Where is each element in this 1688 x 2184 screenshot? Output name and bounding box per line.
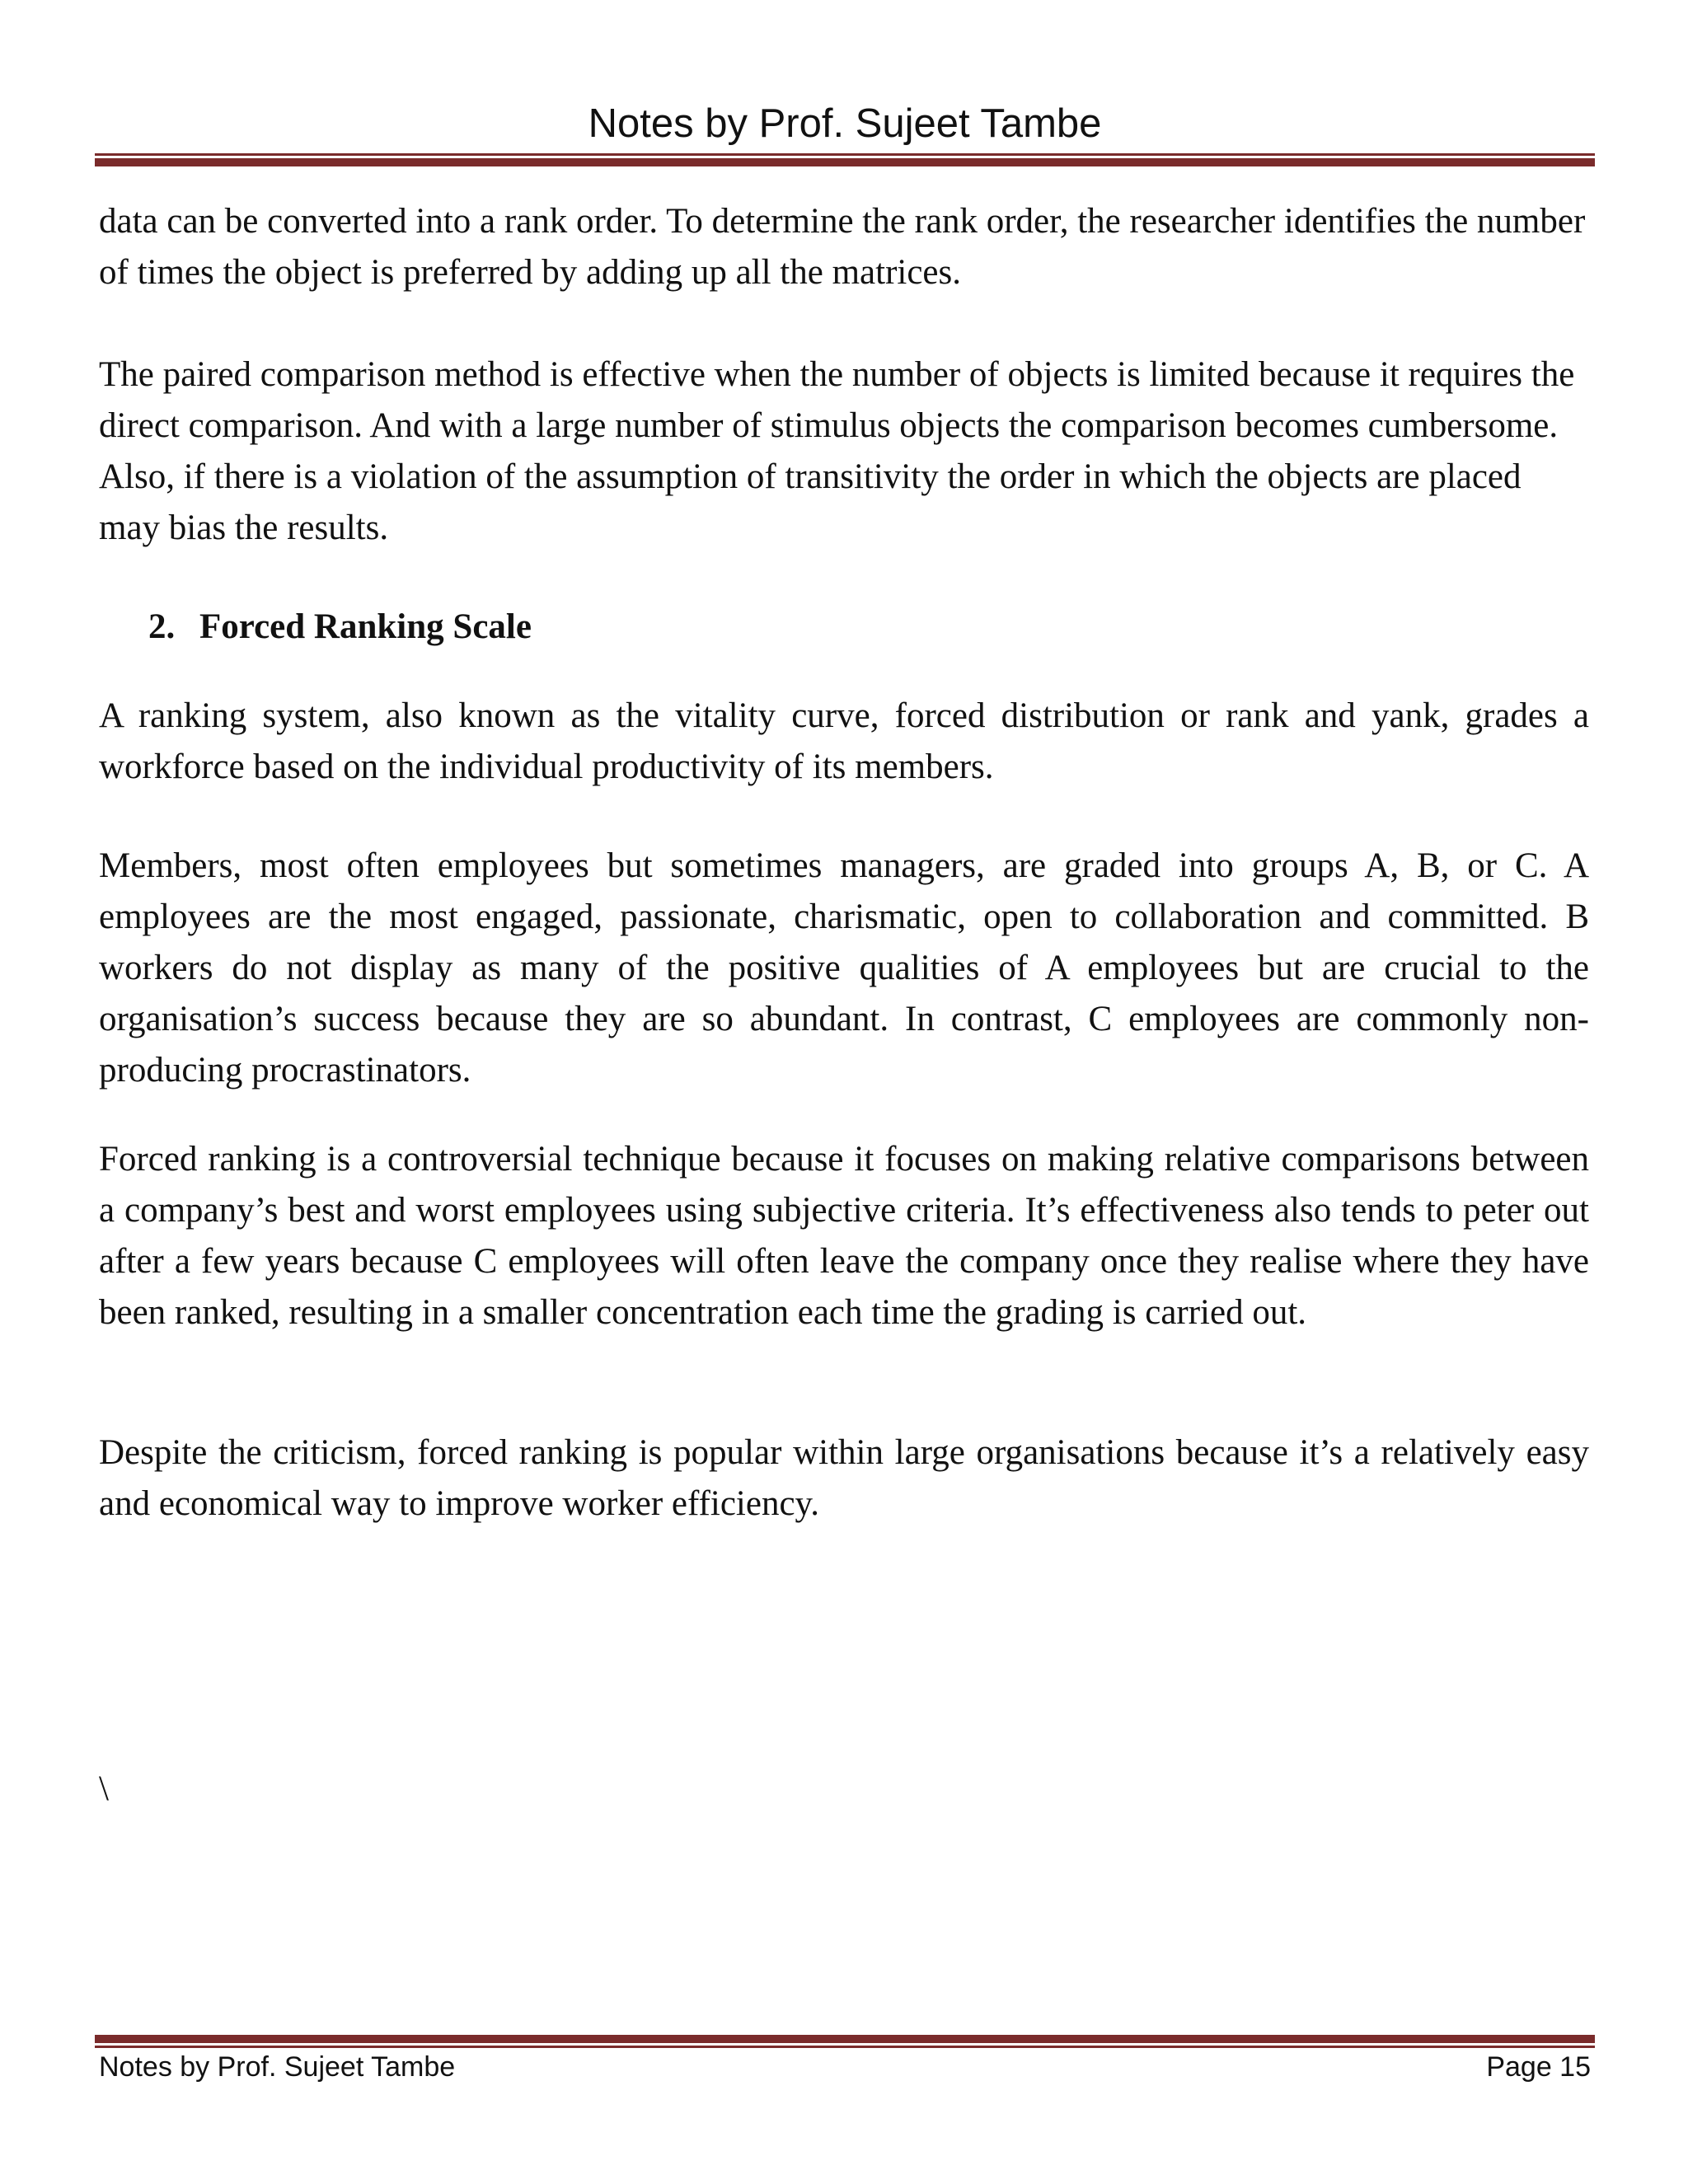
section-heading: [148, 602, 532, 653]
paragraph-paired-comparison: The paired comparison method is effective when the number of objects is limited because it requires the direct comparison. And with a large number of stimulus objects the comparison becomes cumbersome. Also, if there is a violation of the assumption of transitivity the order in which the objects are placed may bias the results.: [99, 355, 1575, 547]
section-number: 2.: [148, 607, 176, 646]
header-divider: [95, 153, 1595, 166]
page-header-title: Notes by Prof. Sujeet Tambe: [588, 101, 1102, 146]
section-title: Forced Ranking Scale: [199, 607, 532, 646]
paragraph-rank-order: data can be converted into a rank order. To determine the rank order, the researcher identifies the number of times the object is preferred by adding up all the matrices.: [99, 202, 1586, 292]
footer-author: Notes by Prof. Sujeet Tambe: [99, 2051, 456, 2083]
paragraph-members-groups: Members, most often employees but sometimes managers, are graded into groups A, B, or C. A employees are the most engaged, passionate, charismatic, open to collaboration and committed. B workers do not display as many of the positive qualities of A employees but are crucial to the organisation’s success because they are so abundant. In contrast, C employees are commonly non-producing procrastinators.: [99, 846, 1589, 1090]
footer-page-number: Page 15: [1486, 2051, 1591, 2083]
stray-backslash: \: [99, 1769, 109, 1808]
paragraph-controversial: Forced ranking is a controversial technique because it focuses on making relative comparisons between a company’s best and worst employees using subjective criteria. It’s effectiveness also tends to peter out after a few years because C employees will often leave the company once they realise where they have been ranked, resulting in a smaller concentration each time the grading is carried out.: [99, 1140, 1589, 1332]
footer-divider: [95, 2035, 1595, 2048]
paragraph-ranking-system: A ranking system, also known as the vitality curve, forced distribution or rank and yank, grades a workforce based on the individual productivity of its members.: [99, 696, 1589, 786]
paragraph-popularity: Despite the criticism, forced ranking is popular within large organisations because it’s a relatively easy and economical way to improve worker efficiency.: [99, 1433, 1589, 1523]
